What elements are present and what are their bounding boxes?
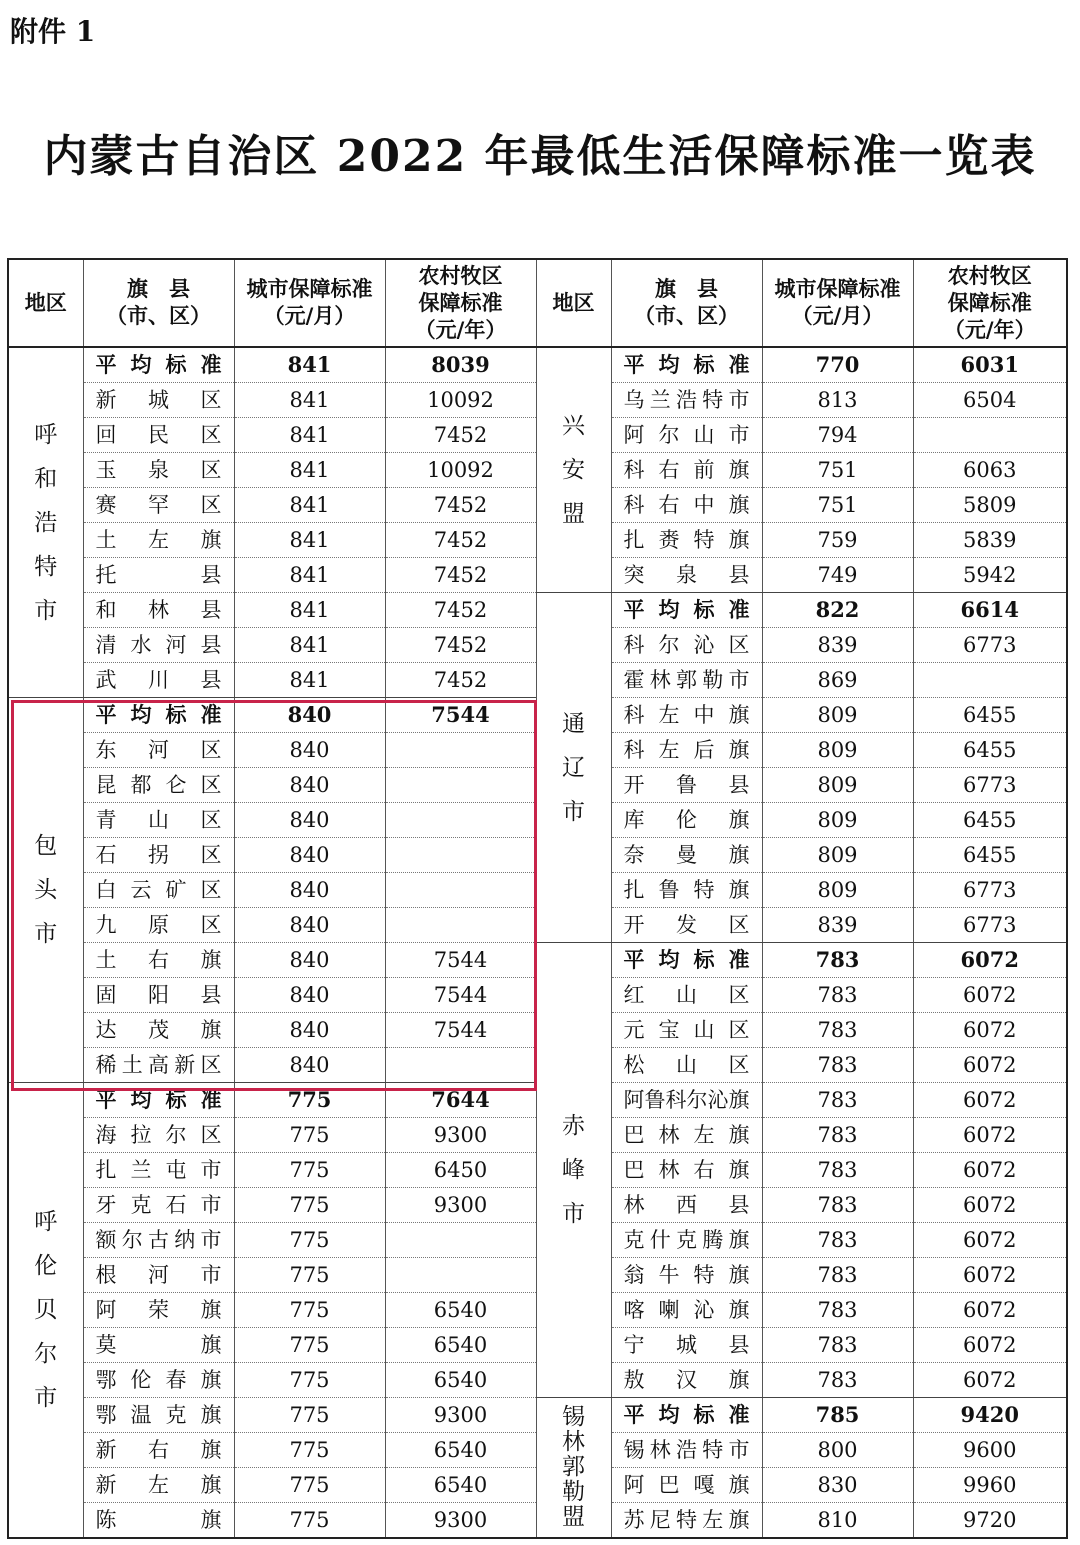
urban-standard-cell: 751 bbox=[762, 453, 913, 488]
county-cell: 鄂温克旗 bbox=[83, 1398, 234, 1433]
rural-standard-cell bbox=[385, 1258, 536, 1293]
urban-standard-cell: 809 bbox=[762, 733, 913, 768]
urban-standard-cell: 783 bbox=[762, 978, 913, 1013]
county-cell: 昆都仑区 bbox=[83, 768, 234, 803]
header-county-line1: 旗 县 bbox=[655, 277, 718, 301]
county-cell: 松山区 bbox=[611, 1048, 762, 1083]
rural-standard-cell: 6455 bbox=[913, 733, 1067, 768]
urban-standard-cell: 839 bbox=[762, 908, 913, 943]
urban-standard-cell: 783 bbox=[762, 1013, 913, 1048]
rural-standard-cell bbox=[385, 1048, 536, 1083]
county-cell: 白云矿区 bbox=[83, 873, 234, 908]
county-cell: 科尔沁区 bbox=[611, 628, 762, 663]
rural-standard-cell: 6773 bbox=[913, 873, 1067, 908]
county-cell: 霍林郭勒市 bbox=[611, 663, 762, 698]
urban-standard-cell: 840 bbox=[234, 908, 385, 943]
county-cell: 开发区 bbox=[611, 908, 762, 943]
county-cell: 平均标准 bbox=[83, 347, 234, 383]
rural-standard-cell: 6540 bbox=[385, 1363, 536, 1398]
urban-standard-cell: 841 bbox=[234, 628, 385, 663]
urban-standard-cell: 840 bbox=[234, 943, 385, 978]
county-cell: 玉泉区 bbox=[83, 453, 234, 488]
urban-standard-cell: 840 bbox=[234, 873, 385, 908]
rural-standard-cell: 6773 bbox=[913, 908, 1067, 943]
county-cell: 科左中旗 bbox=[611, 698, 762, 733]
county-cell: 陈 旗 bbox=[83, 1503, 234, 1539]
urban-standard-cell: 840 bbox=[234, 1048, 385, 1083]
header-row bbox=[8, 259, 1067, 347]
county-cell: 宁城县 bbox=[611, 1328, 762, 1363]
county-cell: 科左后旗 bbox=[611, 733, 762, 768]
urban-standard-cell: 822 bbox=[762, 593, 913, 628]
header-county-line2: （市、区） bbox=[634, 304, 739, 328]
rural-standard-cell bbox=[385, 1223, 536, 1258]
county-cell: 武川县 bbox=[83, 663, 234, 698]
header-county-line2: （市、区） bbox=[106, 304, 211, 328]
county-cell: 额尔古纳市 bbox=[83, 1223, 234, 1258]
county-cell: 牙克石市 bbox=[83, 1188, 234, 1223]
county-cell: 赛罕区 bbox=[83, 488, 234, 523]
rural-standard-cell: 9720 bbox=[913, 1503, 1067, 1539]
urban-standard-cell: 749 bbox=[762, 558, 913, 593]
region-cell: 赤 峰 市 bbox=[536, 943, 611, 1398]
rural-standard-cell: 7452 bbox=[385, 558, 536, 593]
county-cell: 扎鲁特旗 bbox=[611, 873, 762, 908]
county-cell: 扎赉特旗 bbox=[611, 523, 762, 558]
urban-standard-cell: 841 bbox=[234, 453, 385, 488]
county-cell: 红山区 bbox=[611, 978, 762, 1013]
header-county-line1: 旗 县 bbox=[127, 277, 190, 301]
urban-standard-cell: 775 bbox=[234, 1328, 385, 1363]
urban-standard-cell: 841 bbox=[234, 593, 385, 628]
county-cell: 奈曼旗 bbox=[611, 838, 762, 873]
urban-standard-cell: 783 bbox=[762, 943, 913, 978]
county-cell: 平均标准 bbox=[611, 593, 762, 628]
table-row bbox=[8, 593, 1067, 628]
urban-standard-cell: 775 bbox=[234, 1083, 385, 1118]
table-row bbox=[8, 347, 1067, 383]
header-rural-left bbox=[385, 259, 536, 347]
county-cell: 科右中旗 bbox=[611, 488, 762, 523]
urban-standard-cell: 794 bbox=[762, 418, 913, 453]
county-cell: 平均标准 bbox=[611, 1398, 762, 1433]
county-cell: 库伦旗 bbox=[611, 803, 762, 838]
urban-standard-cell: 775 bbox=[234, 1398, 385, 1433]
rural-standard-cell: 7452 bbox=[385, 593, 536, 628]
county-cell: 开鲁县 bbox=[611, 768, 762, 803]
rural-standard-cell: 7644 bbox=[385, 1083, 536, 1118]
urban-standard-cell: 800 bbox=[762, 1433, 913, 1468]
region-cell: 通 辽 市 bbox=[536, 593, 611, 943]
urban-standard-cell: 783 bbox=[762, 1293, 913, 1328]
urban-standard-cell: 841 bbox=[234, 347, 385, 383]
rural-standard-cell: 6540 bbox=[385, 1433, 536, 1468]
urban-standard-cell: 841 bbox=[234, 488, 385, 523]
rural-standard-cell: 7452 bbox=[385, 663, 536, 698]
county-cell: 回民区 bbox=[83, 418, 234, 453]
county-cell: 土右旗 bbox=[83, 943, 234, 978]
table-row bbox=[8, 1398, 1067, 1433]
header-urban-line1: 城市保障标准 bbox=[246, 277, 373, 301]
rural-standard-cell: 6540 bbox=[385, 1328, 536, 1363]
rural-standard-cell: 6072 bbox=[913, 1048, 1067, 1083]
county-cell: 根河市 bbox=[83, 1258, 234, 1293]
county-cell: 阿鲁科尔沁旗 bbox=[611, 1083, 762, 1118]
header-county-left bbox=[83, 259, 234, 347]
rural-standard-cell: 6540 bbox=[385, 1293, 536, 1328]
rural-standard-cell: 6455 bbox=[913, 838, 1067, 873]
rural-standard-cell: 7544 bbox=[385, 978, 536, 1013]
region-cell: 呼 伦 贝 尔 市 bbox=[8, 1083, 83, 1539]
urban-standard-cell: 841 bbox=[234, 418, 385, 453]
header-urban-right bbox=[762, 259, 913, 347]
header-region-right: 地区 bbox=[536, 259, 611, 347]
rural-standard-cell: 7544 bbox=[385, 943, 536, 978]
county-cell: 新左旗 bbox=[83, 1468, 234, 1503]
county-cell: 喀喇沁旗 bbox=[611, 1293, 762, 1328]
county-cell: 平均标准 bbox=[83, 698, 234, 733]
rural-standard-cell: 10092 bbox=[385, 383, 536, 418]
urban-standard-cell: 840 bbox=[234, 1013, 385, 1048]
county-cell: 莫 旗 bbox=[83, 1328, 234, 1363]
rural-standard-cell: 6072 bbox=[913, 1258, 1067, 1293]
urban-standard-cell: 775 bbox=[234, 1188, 385, 1223]
region-cell: 包 头 市 bbox=[8, 698, 83, 1083]
rural-standard-cell bbox=[385, 768, 536, 803]
urban-standard-cell: 775 bbox=[234, 1468, 385, 1503]
county-cell: 新右旗 bbox=[83, 1433, 234, 1468]
urban-standard-cell: 783 bbox=[762, 1048, 913, 1083]
county-cell: 阿巴嘎旗 bbox=[611, 1468, 762, 1503]
page-title: 内蒙古自治区 2022 年最低生活保障标准一览表 bbox=[43, 131, 1037, 182]
rural-standard-cell bbox=[385, 873, 536, 908]
rural-standard-cell: 6072 bbox=[913, 1118, 1067, 1153]
urban-standard-cell: 783 bbox=[762, 1188, 913, 1223]
urban-standard-cell: 841 bbox=[234, 558, 385, 593]
county-cell: 敖汉旗 bbox=[611, 1363, 762, 1398]
urban-standard-cell: 840 bbox=[234, 838, 385, 873]
rural-standard-cell: 9300 bbox=[385, 1188, 536, 1223]
rural-standard-cell: 6072 bbox=[913, 1223, 1067, 1258]
urban-standard-cell: 775 bbox=[234, 1153, 385, 1188]
rural-standard-cell: 9960 bbox=[913, 1468, 1067, 1503]
rural-standard-cell bbox=[385, 838, 536, 873]
rural-standard-cell: 9600 bbox=[913, 1433, 1067, 1468]
county-cell: 九原区 bbox=[83, 908, 234, 943]
rural-standard-cell: 7452 bbox=[385, 523, 536, 558]
county-cell: 清水河县 bbox=[83, 628, 234, 663]
header-rural-line1: 农村牧区 bbox=[947, 263, 1032, 288]
county-cell: 平均标准 bbox=[611, 943, 762, 978]
rural-standard-cell: 5942 bbox=[913, 558, 1067, 593]
rural-standard-cell: 6773 bbox=[913, 768, 1067, 803]
county-cell: 土左旗 bbox=[83, 523, 234, 558]
rural-standard-cell: 9300 bbox=[385, 1398, 536, 1433]
rural-standard-cell: 6063 bbox=[913, 453, 1067, 488]
urban-standard-cell: 840 bbox=[234, 768, 385, 803]
urban-standard-cell: 810 bbox=[762, 1503, 913, 1539]
urban-standard-cell: 783 bbox=[762, 1363, 913, 1398]
urban-standard-cell: 809 bbox=[762, 873, 913, 908]
rural-standard-cell bbox=[385, 733, 536, 768]
rural-standard-cell bbox=[385, 803, 536, 838]
rural-standard-cell: 6072 bbox=[913, 943, 1067, 978]
county-cell: 巴林左旗 bbox=[611, 1118, 762, 1153]
county-cell: 阿尔山市 bbox=[611, 418, 762, 453]
urban-standard-cell: 809 bbox=[762, 698, 913, 733]
rural-standard-cell: 9300 bbox=[385, 1503, 536, 1539]
urban-standard-cell: 809 bbox=[762, 838, 913, 873]
urban-standard-cell: 783 bbox=[762, 1223, 913, 1258]
rural-standard-cell: 9420 bbox=[913, 1398, 1067, 1433]
urban-standard-cell: 775 bbox=[234, 1223, 385, 1258]
county-cell: 海拉尔区 bbox=[83, 1118, 234, 1153]
county-cell: 元宝山区 bbox=[611, 1013, 762, 1048]
rural-standard-cell: 6773 bbox=[913, 628, 1067, 663]
urban-standard-cell: 751 bbox=[762, 488, 913, 523]
urban-standard-cell: 840 bbox=[234, 733, 385, 768]
header-rural-line3: （元/年） bbox=[943, 317, 1036, 342]
urban-standard-cell: 840 bbox=[234, 698, 385, 733]
county-cell: 扎兰屯市 bbox=[83, 1153, 234, 1188]
county-cell: 锡林浩特市 bbox=[611, 1433, 762, 1468]
urban-standard-cell: 783 bbox=[762, 1153, 913, 1188]
urban-standard-cell: 775 bbox=[234, 1293, 385, 1328]
rural-standard-cell: 7544 bbox=[385, 1013, 536, 1048]
urban-standard-cell: 775 bbox=[234, 1433, 385, 1468]
subsistence-standard-table bbox=[7, 258, 1068, 1539]
rural-standard-cell bbox=[913, 418, 1067, 453]
header-urban-line2: （元/月） bbox=[263, 304, 356, 328]
header-urban-line2: （元/月） bbox=[791, 304, 884, 328]
urban-standard-cell: 775 bbox=[234, 1118, 385, 1153]
header-rural-line1: 农村牧区 bbox=[418, 263, 503, 288]
county-cell: 固阳县 bbox=[83, 978, 234, 1013]
urban-standard-cell: 775 bbox=[234, 1363, 385, 1398]
rural-standard-cell: 6072 bbox=[913, 1293, 1067, 1328]
rural-standard-cell: 6455 bbox=[913, 803, 1067, 838]
county-cell: 青山区 bbox=[83, 803, 234, 838]
county-cell: 苏尼特左旗 bbox=[611, 1503, 762, 1539]
county-cell: 科右前旗 bbox=[611, 453, 762, 488]
urban-standard-cell: 775 bbox=[234, 1503, 385, 1539]
region-cell: 呼 和 浩 特 市 bbox=[8, 347, 83, 698]
urban-standard-cell: 830 bbox=[762, 1468, 913, 1503]
urban-standard-cell: 759 bbox=[762, 523, 913, 558]
county-cell: 和林县 bbox=[83, 593, 234, 628]
rural-standard-cell: 6614 bbox=[913, 593, 1067, 628]
county-cell: 林西县 bbox=[611, 1188, 762, 1223]
rural-standard-cell: 6072 bbox=[913, 978, 1067, 1013]
region-cell: 兴 安 盟 bbox=[536, 347, 611, 593]
county-cell: 平均标准 bbox=[83, 1083, 234, 1118]
urban-standard-cell: 783 bbox=[762, 1118, 913, 1153]
rural-standard-cell bbox=[913, 663, 1067, 698]
rural-standard-cell: 6540 bbox=[385, 1468, 536, 1503]
urban-standard-cell: 841 bbox=[234, 383, 385, 418]
rural-standard-cell: 9300 bbox=[385, 1118, 536, 1153]
rural-standard-cell: 7452 bbox=[385, 418, 536, 453]
county-cell: 石拐区 bbox=[83, 838, 234, 873]
county-cell: 翁牛特旗 bbox=[611, 1258, 762, 1293]
rural-standard-cell: 7452 bbox=[385, 488, 536, 523]
county-cell: 阿荣旗 bbox=[83, 1293, 234, 1328]
county-cell: 巴林右旗 bbox=[611, 1153, 762, 1188]
urban-standard-cell: 783 bbox=[762, 1258, 913, 1293]
rural-standard-cell bbox=[385, 908, 536, 943]
county-cell: 鄂伦春旗 bbox=[83, 1363, 234, 1398]
county-cell: 东河区 bbox=[83, 733, 234, 768]
header-rural-right bbox=[913, 259, 1067, 347]
rural-standard-cell: 6031 bbox=[913, 347, 1067, 383]
urban-standard-cell: 770 bbox=[762, 347, 913, 383]
urban-standard-cell: 785 bbox=[762, 1398, 913, 1433]
region-cell: 锡 林 郭 勒 盟 bbox=[536, 1398, 611, 1539]
urban-standard-cell: 813 bbox=[762, 383, 913, 418]
rural-standard-cell: 6072 bbox=[913, 1188, 1067, 1223]
urban-standard-cell: 783 bbox=[762, 1328, 913, 1363]
rural-standard-cell: 6072 bbox=[913, 1328, 1067, 1363]
header-rural-line2: 保障标准 bbox=[947, 290, 1032, 315]
county-cell: 突泉县 bbox=[611, 558, 762, 593]
urban-standard-cell: 840 bbox=[234, 803, 385, 838]
rural-standard-cell: 7544 bbox=[385, 698, 536, 733]
urban-standard-cell: 869 bbox=[762, 663, 913, 698]
rural-standard-cell: 6072 bbox=[913, 1083, 1067, 1118]
rural-standard-cell: 8039 bbox=[385, 347, 536, 383]
urban-standard-cell: 783 bbox=[762, 1083, 913, 1118]
rural-standard-cell: 5839 bbox=[913, 523, 1067, 558]
county-cell: 托 县 bbox=[83, 558, 234, 593]
urban-standard-cell: 841 bbox=[234, 523, 385, 558]
urban-standard-cell: 809 bbox=[762, 803, 913, 838]
rural-standard-cell: 6072 bbox=[913, 1013, 1067, 1048]
rural-standard-cell: 6455 bbox=[913, 698, 1067, 733]
county-cell: 新城区 bbox=[83, 383, 234, 418]
rural-standard-cell: 7452 bbox=[385, 628, 536, 663]
county-cell: 乌兰浩特市 bbox=[611, 383, 762, 418]
attachment-label: 附件 1 bbox=[10, 15, 96, 48]
rural-standard-cell: 6072 bbox=[913, 1363, 1067, 1398]
rural-standard-cell: 6072 bbox=[913, 1153, 1067, 1188]
county-cell: 平均标准 bbox=[611, 347, 762, 383]
rural-standard-cell: 6504 bbox=[913, 383, 1067, 418]
urban-standard-cell: 841 bbox=[234, 663, 385, 698]
header-rural-line2: 保障标准 bbox=[418, 290, 503, 315]
table-row bbox=[8, 943, 1067, 978]
urban-standard-cell: 840 bbox=[234, 978, 385, 1013]
county-cell: 达茂旗 bbox=[83, 1013, 234, 1048]
county-cell: 克什克腾旗 bbox=[611, 1223, 762, 1258]
rural-standard-cell: 10092 bbox=[385, 453, 536, 488]
rural-standard-cell: 5809 bbox=[913, 488, 1067, 523]
urban-standard-cell: 809 bbox=[762, 768, 913, 803]
urban-standard-cell: 839 bbox=[762, 628, 913, 663]
header-rural-line3: （元/年） bbox=[414, 317, 507, 342]
county-cell: 稀土高新区 bbox=[83, 1048, 234, 1083]
header-urban-left bbox=[234, 259, 385, 347]
header-region-left: 地区 bbox=[8, 259, 83, 347]
urban-standard-cell: 775 bbox=[234, 1258, 385, 1293]
header-urban-line1: 城市保障标准 bbox=[774, 277, 901, 301]
rural-standard-cell: 6450 bbox=[385, 1153, 536, 1188]
header-county-right bbox=[611, 259, 762, 347]
